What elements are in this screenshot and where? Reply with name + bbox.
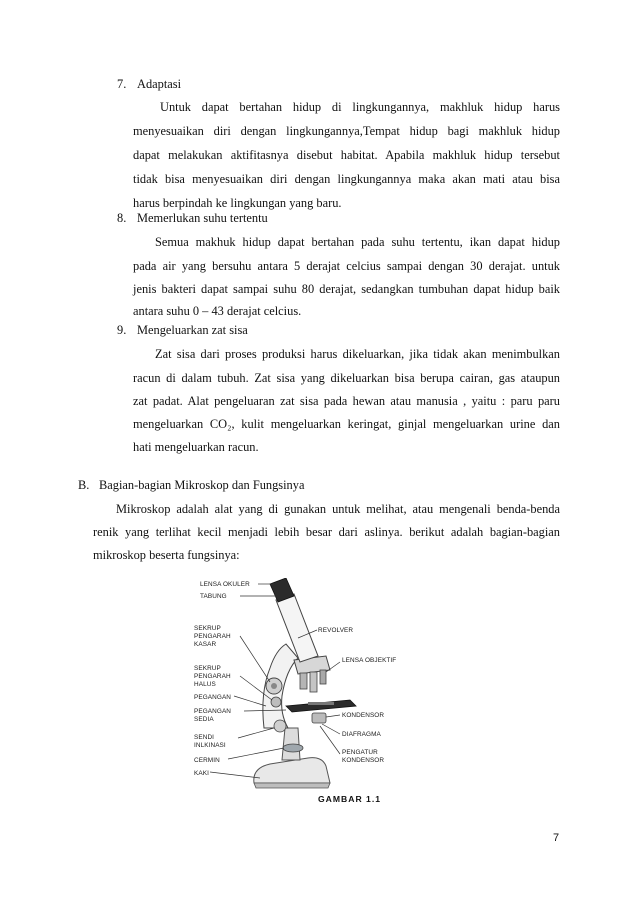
item-7-line-3: dapat melakukan aktifitasnya disebut habitat. Apabila makhluk hidup tersebut [133, 148, 560, 162]
label-sendi-inklinasi-2: INLKINASI [194, 742, 226, 749]
label-pengatur-kondensor-1: PENGATUR [342, 749, 378, 756]
section-letter: B. [78, 478, 90, 492]
section-line-1: Mikroskop adalah alat yang di gunakan untuk melihat, atau mengenali benda-benda [116, 502, 560, 516]
item-8-line-4: antara suhu 0 – 43 derajat celcius. [133, 304, 302, 318]
section-heading: Bagian-bagian Mikroskop dan Fungsinya [99, 478, 305, 492]
figure-caption: GAMBAR 1.1 [318, 794, 382, 804]
item-9-heading: Mengeluarkan zat sisa [137, 323, 248, 337]
item-7-heading: Adaptasi [137, 77, 182, 91]
item-9-line-4: mengeluarkan CO₂, kulit mengeluarkan keringat, ginjal mengeluarkan urine dan [133, 417, 560, 431]
microscope-figure [190, 578, 430, 808]
item-9-line-5: hati mengeluarkan racun. [133, 440, 259, 454]
item-9-line-2: racun di dalam tubuh. Zat sisa yang dikeluarkan bisa berupa cairan, gas ataupun [133, 371, 560, 385]
label-cermin: CERMIN [194, 757, 220, 764]
item-8-line-3: jenis bakteri dapat sampai suhu 80 derajat, sedangkan tumbuhan dapat hidup baik [133, 282, 560, 296]
label-sekrup-halus-3: HALUS [194, 681, 216, 688]
item-7-line-1: Untuk dapat bertahan hidup di lingkungannya, makhluk hidup harus [160, 100, 560, 114]
item-8-line-1: Semua makhuk hidup dapat bertahan pada suhu tertentu, ikan dapat hidup [155, 235, 560, 249]
label-kondensor: KONDENSOR [342, 712, 385, 719]
section-line-2: renik yang terlihat kecil menjadi lebih besar dari aslinya. berikut adalah bagian-bagian [93, 525, 560, 539]
label-tabung: TABUNG [200, 593, 227, 600]
label-sekrup-kasar-2: PENGARAH [194, 633, 231, 640]
label-lensa-okuler: LENSA OKULER [200, 581, 250, 588]
label-pegangan-sedia-1: PEGANGAN [194, 708, 232, 715]
label-sekrup-halus-2: PENGARAH [194, 673, 231, 680]
label-pengatur-kondensor-2: KONDENSOR [342, 757, 385, 764]
item-9-number: 9. [117, 323, 127, 337]
label-sekrup-halus-1: SEKRUP [194, 665, 221, 672]
item-7-line-5: harus berpindah ke lingkungan yang baru. [133, 196, 342, 210]
section-line-3: mikroskop beserta fungsinya: [93, 548, 240, 562]
item-9-line-3: zat padat. Alat pengeluaran zat sisa pada hewan atau manusia , yaitu : paru paru [133, 394, 560, 408]
label-pegangan-sedia-2: SEDIA [194, 716, 214, 723]
label-revolver: REVOLVER [318, 627, 354, 634]
label-sendi-inklinasi-1: SENDI [194, 734, 215, 741]
item-7-number: 7. [117, 77, 127, 91]
item-7-line-4: tidak bisa menyesuaikan diri dengan lingkungannya maka akan mati atau bisa [133, 172, 560, 186]
item-8-line-2: pada air yang bersuhu antara 5 derajat celcius sampai dengan 30 derajat. untuk [133, 259, 560, 273]
label-sekrup-kasar-1: SEKRUP [194, 625, 221, 632]
item-9-line-1: Zat sisa dari proses produksi harus dikeluarkan, jika tidak akan menimbulkan [155, 347, 560, 361]
item-8-heading: Memerlukan suhu tertentu [137, 211, 268, 225]
label-diafragma: DIAFRAGMA [342, 731, 381, 738]
label-sekrup-kasar-3: KASAR [194, 641, 217, 648]
label-lensa-objektif: LENSA OBJEKTIF [342, 657, 397, 664]
label-kaki: KAKI [194, 770, 209, 777]
label-pegangan: PEGANGAN [194, 694, 232, 701]
page-number: 7 [553, 832, 560, 844]
item-7-line-2: menyesuaikan diri dengan lingkungannya,Tempat hidup bagi makhluk hidup [133, 124, 560, 138]
microscope-illustration [254, 578, 356, 788]
item-8-number: 8. [117, 211, 127, 225]
